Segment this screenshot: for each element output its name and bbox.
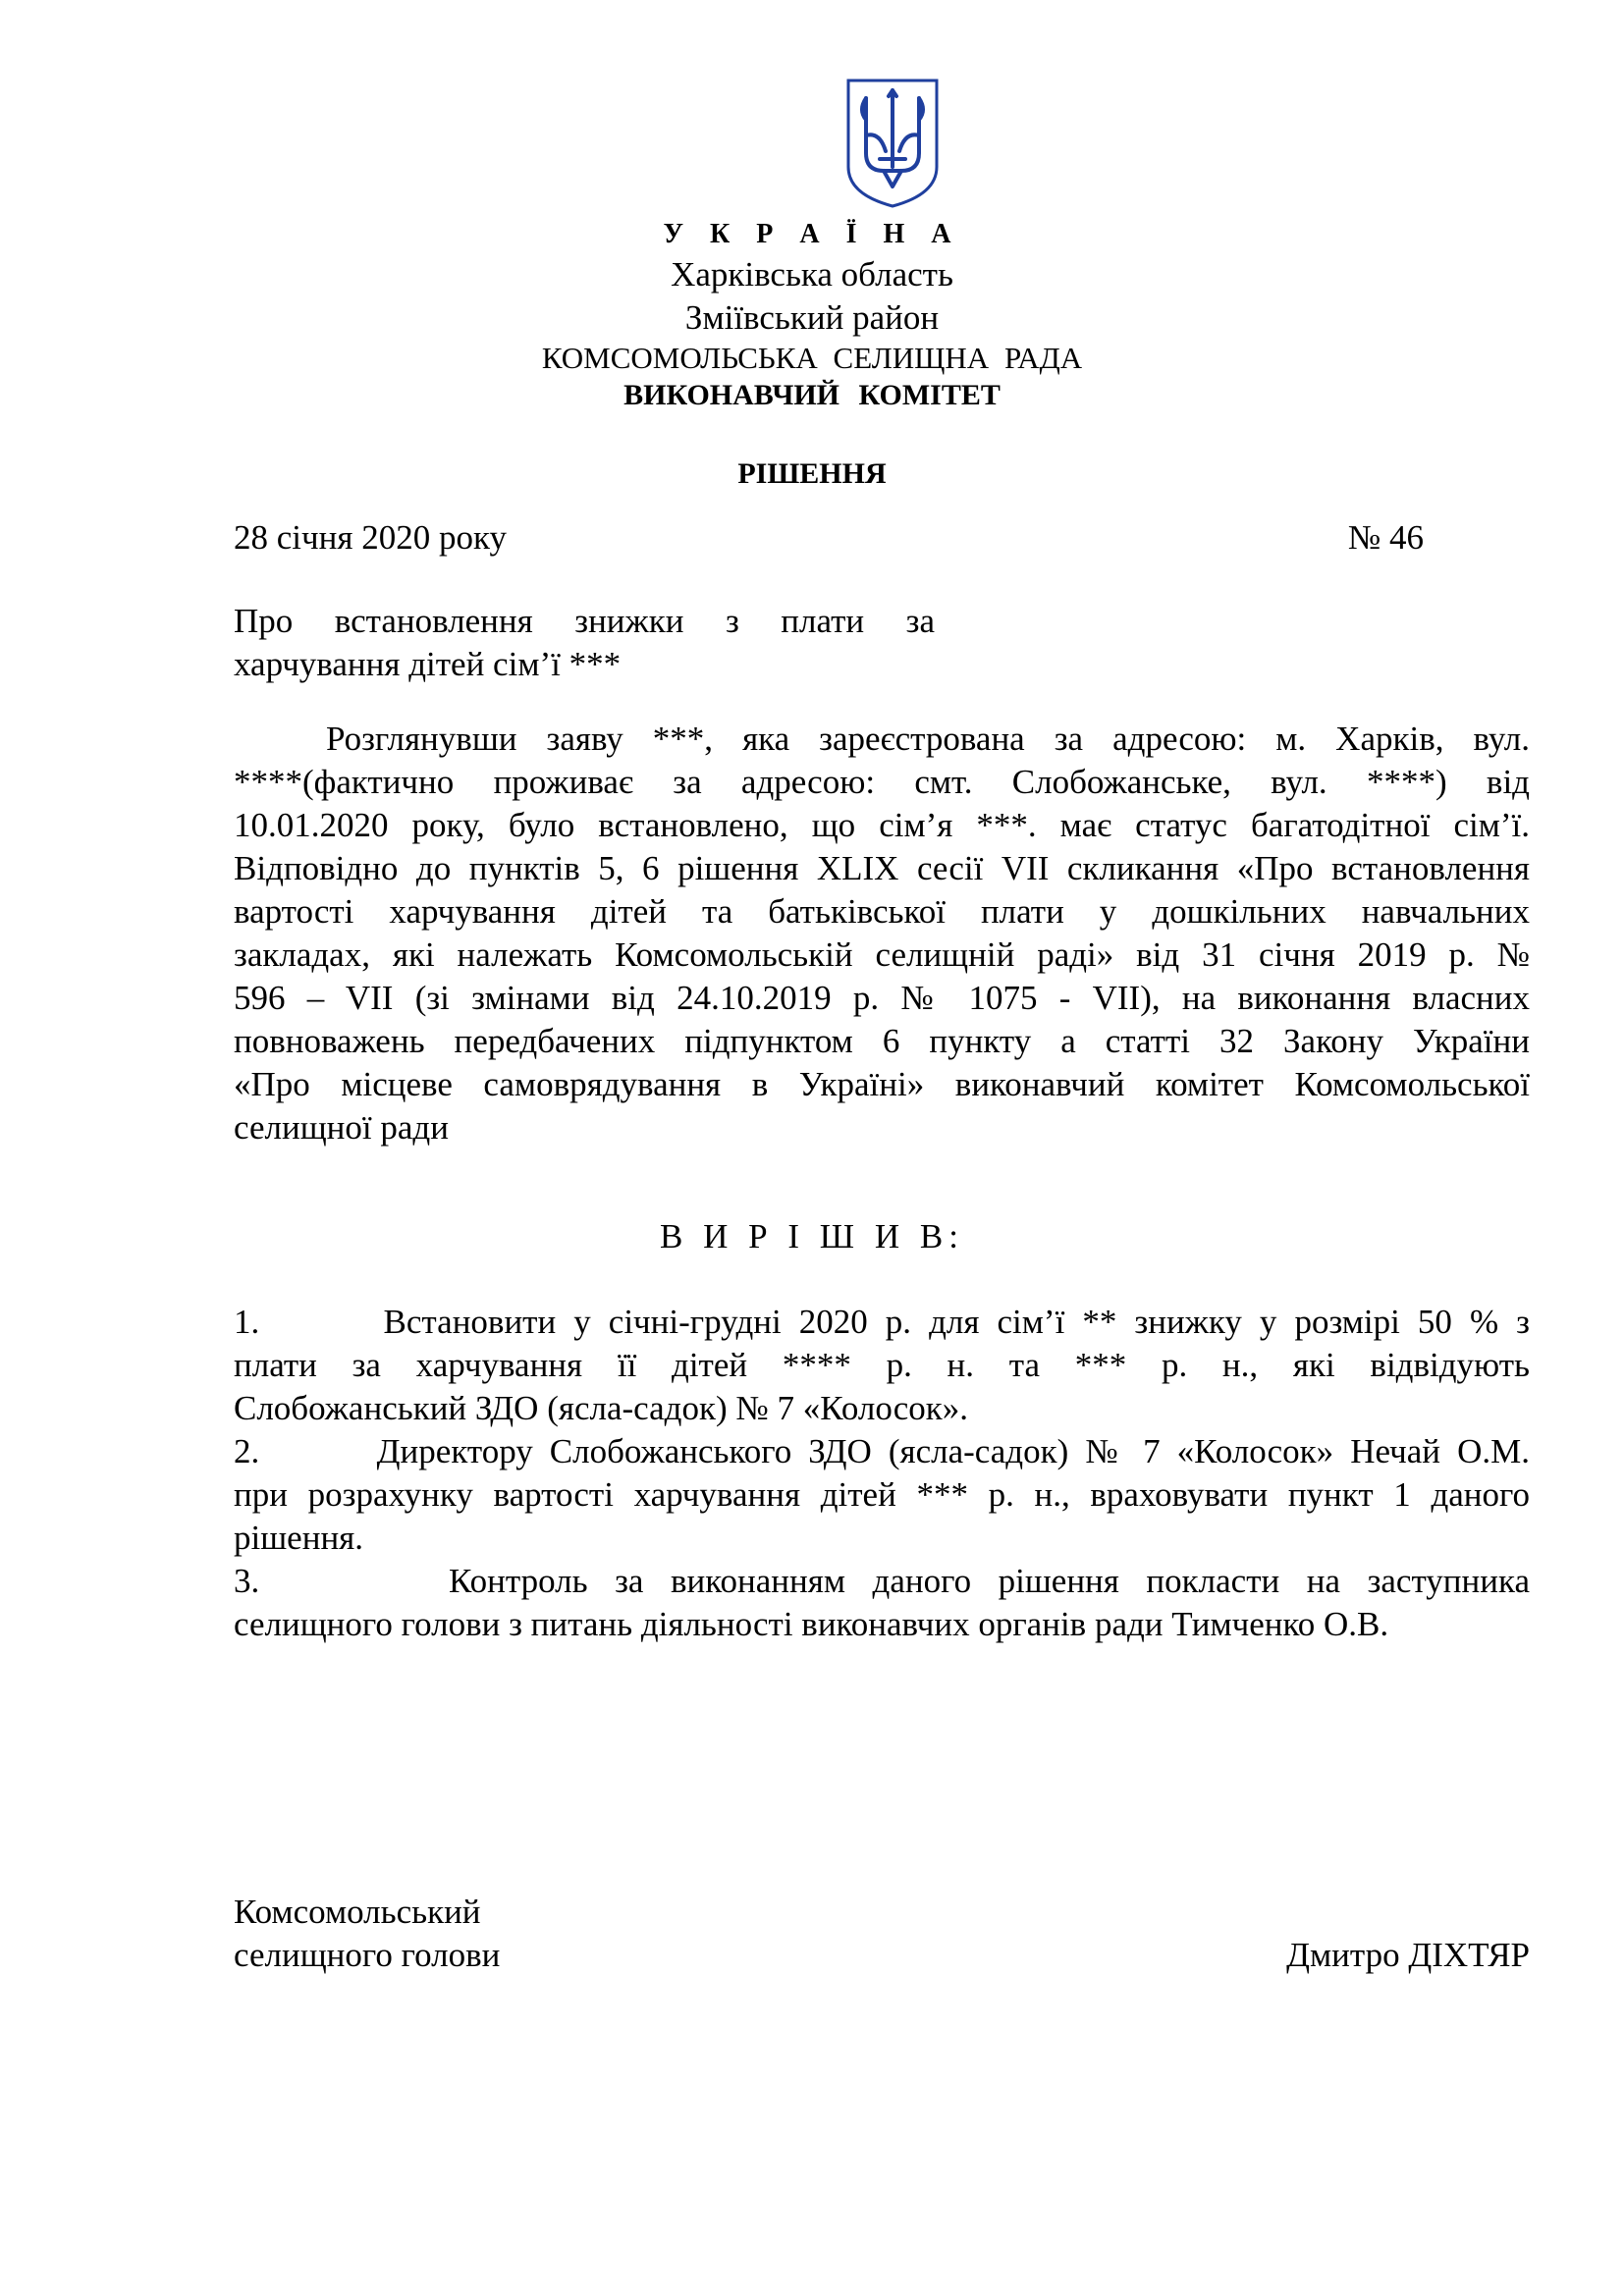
body-line: селищної ради (234, 1108, 449, 1147)
body-line: закладах, які належать Комсомольській селищній раді» від 31 січня 2019 р. № (234, 935, 1530, 974)
decision-line: рішення. (234, 1519, 364, 1557)
signatory-name: Дмитро ДІХТЯР (1286, 1936, 1530, 1974)
decision-date: 28 січня 2020 року (234, 518, 507, 557)
decision-line: селищного голови з питань діяльності виконавчих органів ради Тимченко О.В. (234, 1605, 1389, 1643)
body-line: 596 – VII (зі змінами від 24.10.2019 р. № 1075 - VII), на виконання власних (234, 979, 1530, 1017)
body-line: Розглянувши заяву ***, яка зареєстрована за адресою: м. Харків, вул. (326, 720, 1530, 758)
decision-line: 2. Директору Слобожанського ЗДО (ясла-садок) № 7 «Колосок» Нечай О.М. (234, 1432, 1530, 1470)
body-line: вартості харчування дітей та батьківської плати у дошкільних навчальних (234, 892, 1530, 931)
committee-heading: ВИКОНАВЧИЙ КОМІТЕТ (623, 379, 1001, 411)
subject-line: харчування дітей сім’ї *** (234, 645, 622, 683)
signature-title: селищного голови (234, 1936, 501, 1974)
decision-line: 1. Встановити у січні-грудні 2020 р. для сім’ї ** знижку у розмірі 50 % з (234, 1303, 1530, 1341)
body-line: повноважень передбачених підпунктом 6 пункту а статті 32 Закону України (234, 1022, 1530, 1060)
council-heading: КОМСОМОЛЬСЬКА СЕЛИЩНА РАДА (541, 341, 1083, 375)
resolved-heading: В И Р І Ш И В: (660, 1217, 964, 1255)
body-line: Відповідно до пунктів 5, 6 рішення XLIX сесії VII скликання «Про встановлення (234, 849, 1530, 887)
body-line: 10.01.2020 року, було встановлено, що сім’я ***. має статус багатодітної сім’ї. (234, 806, 1530, 844)
region-heading: Харківська область (671, 255, 953, 294)
document-type-heading: РІШЕННЯ (737, 457, 887, 490)
decision-line: при розрахунку вартості харчування дітей *** р. н., враховувати пункт 1 даного (234, 1475, 1530, 1514)
country-heading: У К Р А Ї Н А (663, 219, 961, 249)
decision-line: 3. Контроль за виконанням даного рішення покласти на заступника (234, 1562, 1530, 1600)
signature-title: Комсомольський (234, 1893, 481, 1931)
body-line: ****(фактично проживає за адресою: смт. Слобожанське, вул. ****) від (234, 763, 1530, 801)
decision-number: № 46 (1347, 518, 1424, 557)
subject-line: Про встановлення знижки з плати за (234, 602, 935, 640)
decision-line: плати за харчування її дітей **** р. н. та *** р. н., які відвідують (234, 1346, 1530, 1384)
decision-line: Слобожанський ЗДО (ясла-садок) № 7 «Колосок». (234, 1389, 969, 1427)
district-heading: Зміївський район (684, 298, 940, 337)
coat-of-arms-trident-icon (844, 77, 941, 210)
body-line: «Про місцеве самоврядування в Україні» виконавчий комітет Комсомольської (234, 1065, 1530, 1103)
